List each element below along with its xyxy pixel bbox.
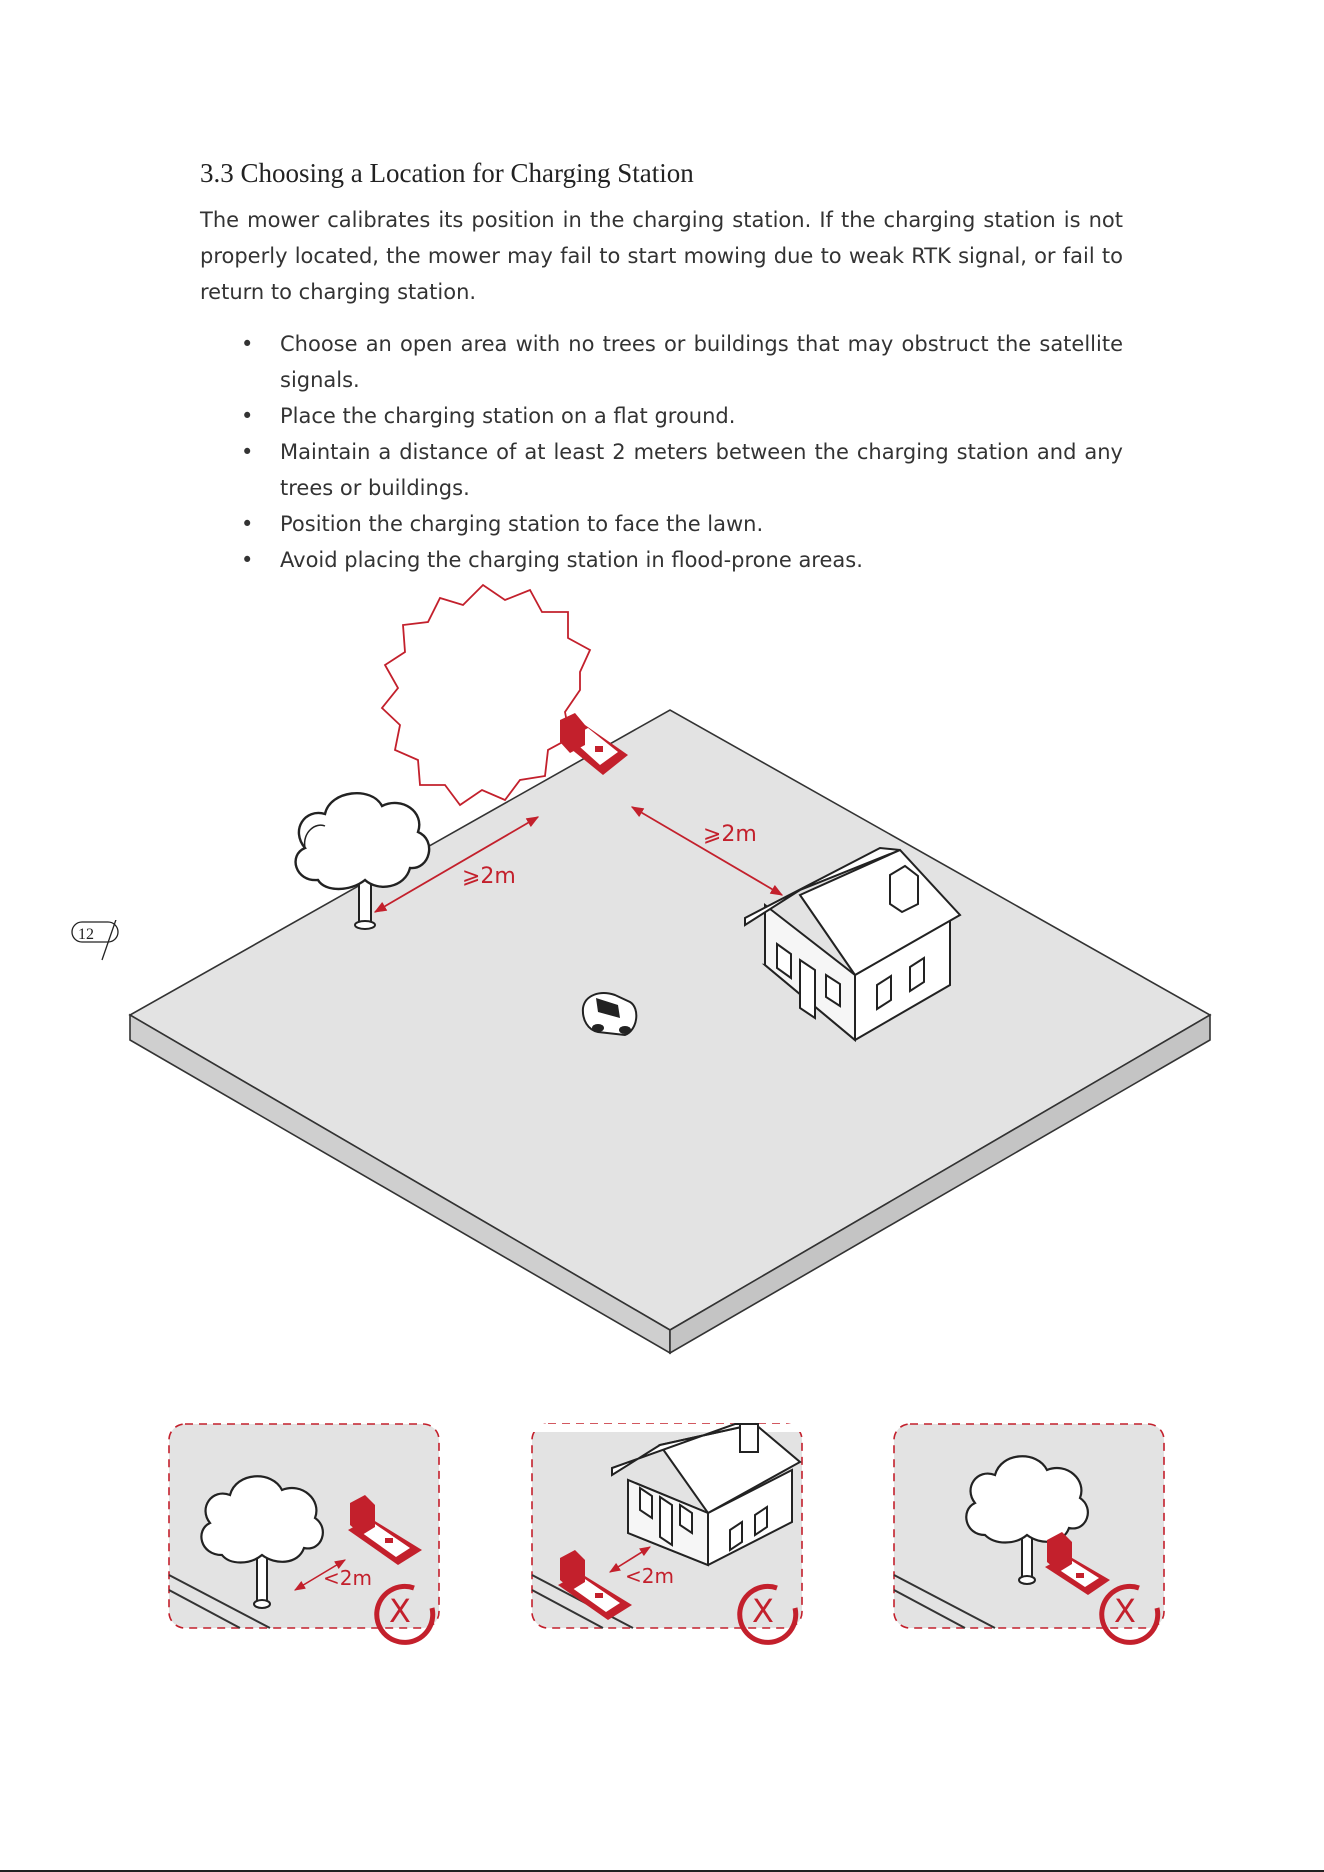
intro-paragraph: The mower calibrates its position in the charging station. If the charging station is not properly located, the mower may fail to start mowing due to weak RTK signal, or fail to return to charging station. xyxy=(200,208,1123,304)
list-item: • Place the charging station on a flat ground. xyxy=(200,398,1123,434)
wrong-example-tree xyxy=(169,1424,439,1642)
lawn-platform xyxy=(130,710,1210,1353)
list-item: • Maintain a distance of at least 2 meters between the charging station and any trees or buildings. xyxy=(200,434,1123,506)
distance-label: <2m xyxy=(625,1564,674,1588)
distance-label: <2m xyxy=(323,1566,372,1590)
wrong-example-house xyxy=(532,1424,802,1642)
bullet-icon: • xyxy=(241,404,254,428)
list-item: • Avoid placing the charging station in flood-prone areas. xyxy=(200,542,1123,578)
list-item: • Position the charging station to face the lawn. xyxy=(200,506,1123,542)
section-heading: 3.3 Choosing a Location for Charging Station xyxy=(200,158,694,188)
distance-label-house: ⩾2m xyxy=(703,822,757,847)
list-item: • Choose an open area with no trees or buildings that may obstruct the satellite signals. xyxy=(200,326,1123,398)
page-number: 12 xyxy=(70,920,192,980)
wrong-example-under-tree xyxy=(894,1424,1164,1642)
bullet-icon: • xyxy=(241,548,254,572)
svg-text:X: X xyxy=(1114,1592,1136,1630)
bullet-icon: • xyxy=(241,332,254,356)
svg-text:X: X xyxy=(389,1592,411,1630)
bullet-icon: • xyxy=(241,440,254,464)
svg-text:X: X xyxy=(752,1592,774,1630)
distance-label-tree: ⩾2m xyxy=(462,864,516,889)
bullet-icon: • xyxy=(241,512,254,536)
